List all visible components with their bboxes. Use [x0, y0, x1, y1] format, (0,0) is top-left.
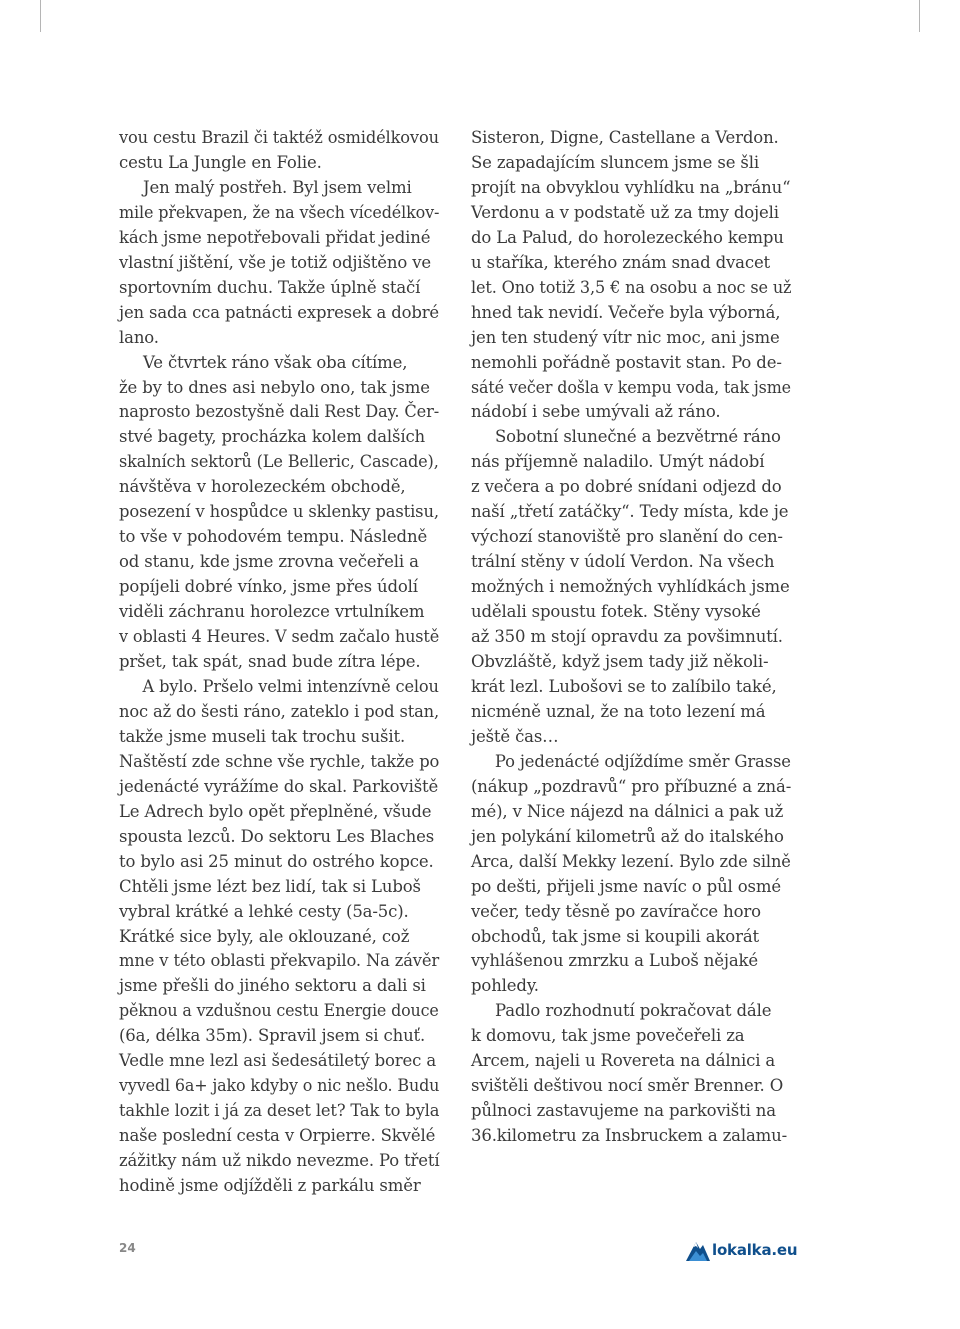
text-line: půlnoci zastavujeme na parkovišti na: [471, 1101, 776, 1121]
text-line: to vše v pohodovém tempu. Následně: [119, 527, 428, 547]
text-line: lano.: [119, 327, 159, 347]
right-text-column: [471, 126, 791, 1149]
text-line: vou cestu Brazil či taktéž osmidélkovou: [119, 128, 439, 147]
text-line: Jen malý postřeh. Byl jsem velmi: [143, 177, 412, 197]
text-line: nás příjemně naladilo. Umýt nádobí: [471, 452, 765, 472]
text-line: stvé bagety, procházka kolem dalších: [119, 427, 426, 447]
text-line: popíjeli dobré vínko, jsme přes údolí: [119, 577, 418, 597]
text-line: Krátké sice byly, ale oklouzané, což: [119, 926, 410, 946]
text-line: posezení v hospůdce u sklenky pastisu,: [119, 502, 439, 522]
text-line: udělali spoustu fotek. Stěny vysoké: [471, 602, 761, 622]
text-line: jen sada cca patnácti expresek a dobré: [119, 302, 440, 322]
text-line: Sobotní slunečné a bezvětrné ráno: [495, 427, 781, 447]
text-line: takhle lozit i já za deset let? Tak to byla: [119, 1101, 440, 1121]
text-line: nicméně uznal, že na toto lezení má: [471, 701, 766, 721]
text-line: až 350 m stojí opravdu za povšimnutí.: [471, 627, 783, 647]
text-line: kách jsme nepotřebovali přidat jediné: [119, 227, 431, 247]
text-line: od stanu, kde jsme zrovna večeřeli a: [119, 552, 419, 572]
text-line: u staříka, kterého znám snad dvacet: [471, 252, 771, 272]
text-line: Le Adrech bylo opět přeplněné, všude: [119, 801, 432, 821]
text-line: jen polykání kilometrů až do italského: [471, 826, 784, 846]
text-line: jsme přešli do jiného sektoru a dali si: [119, 976, 426, 996]
text-line: pěknou a vzdušnou cestu Energie douce: [119, 1001, 439, 1021]
text-line: skalních sektorů (Le Belleric, Cascade),: [119, 452, 439, 472]
text-line: jedenácté vyrážíme do skal. Parkoviště: [119, 776, 439, 796]
text-line: vybral krátké a lehké cesty (5a-5c).: [119, 901, 409, 921]
text-line: výchozí stanoviště pro slanění do cen-: [471, 527, 783, 547]
left-text-column: [119, 126, 439, 1199]
text-line: vlastní jištění, vše je totiž odjištěno ve: [119, 252, 432, 272]
text-line: A bylo. Pršelo velmi intenzívně celou: [142, 676, 439, 696]
text-line: noc až do šesti ráno, zateklo i pod stan,: [119, 701, 440, 721]
text-line: takže jsme museli tak trochu sušit.: [119, 726, 406, 746]
logo-text: lokalka.eu: [712, 1241, 798, 1259]
text-line: vyvedl 6a+ jako kdyby o nic nešlo. Budu: [119, 1076, 440, 1096]
text-line: viděli záchranu horolezce vrtulníkem: [119, 602, 425, 622]
text-line: jen ten studený vítr nic moc, ani jsme: [471, 327, 780, 347]
text-line: to bylo asi 25 minut do ostrého kopce.: [119, 851, 434, 871]
text-line: pohledy.: [471, 976, 539, 996]
text-line: ještě čas…: [471, 726, 559, 746]
text-line: možných i nemožných vyhlídkách jsme: [471, 577, 790, 597]
text-line: Naštěstí zde schne vše rychle, takže po: [119, 751, 440, 771]
text-line: po dešti, přijeli jsme navíc o půl osmé: [471, 876, 781, 896]
text-line: Se zapadajícím sluncem jsme se šli: [471, 152, 759, 172]
text-line: návštěva v horolezeckém obchodě,: [119, 477, 406, 497]
text-line: naší „třetí zatáčky“. Tedy místa, kde je: [471, 502, 789, 522]
text-line: trální stěny v údolí Verdon. Na všech: [471, 552, 775, 572]
text-line: naprosto bezostyšně dali Rest Day. Čer-: [119, 402, 440, 422]
text-line: Vedle mne lezl asi šedesátiletý borec a: [119, 1051, 437, 1071]
text-line: cestu La Jungle en Folie.: [119, 152, 322, 172]
text-line: nemohli pořádně postavit stan. Po de-: [471, 352, 782, 372]
text-line: že by to dnes asi nebylo ono, tak jsme: [119, 377, 430, 397]
text-line: naše poslední cesta v Orpierre. Skvělé: [119, 1126, 436, 1146]
text-line: Verdonu a v podstatě už za tmy dojeli: [471, 202, 779, 222]
text-line: zážitky nám už nikdo nevezme. Po třetí: [119, 1151, 440, 1171]
mountain-icon: [686, 1239, 710, 1261]
text-line: vyhlášenou zmrzku a Luboš nějaké: [471, 951, 759, 971]
text-line: svištěli deštivou nocí směr Brenner. O: [471, 1076, 784, 1096]
text-line: sáté večer došla v kempu voda, tak jsme: [471, 377, 791, 397]
text-line: Po jedenácté odjíždíme směr Grasse: [494, 751, 791, 771]
text-line: (6a, délka 35m). Spravil jsem si chuť.: [119, 1026, 426, 1046]
text-line: obchodů, tak jsme si koupili akorát: [471, 926, 759, 946]
text-line: Sisteron, Digne, Castellane a Verdon.: [471, 128, 779, 147]
text-line: Padlo rozhodnutí pokračovat dále: [495, 1001, 772, 1021]
text-line: mé), v Nice nájezd na dálnici a pak už: [471, 801, 784, 821]
text-line: Arca, další Mekky lezení. Bylo zde silně: [471, 851, 791, 871]
crop-mark-right: [919, 0, 920, 32]
text-line: k domovu, tak jsme povečeřeli za: [471, 1026, 745, 1046]
text-line: nádobí i sebe umývali až ráno.: [471, 402, 721, 422]
text-line: pršet, tak spát, snad bude zítra lépe.: [119, 652, 421, 672]
text-line: let. Ono totiž 3,5 € na osobu a noc se už: [471, 277, 792, 297]
text-line: (nákup „pozdravů“ pro příbuzné a zná-: [471, 776, 792, 796]
text-line: spousta lezců. Do sektoru Les Blaches: [119, 826, 435, 846]
text-line: projít na obvyklou vyhlídku na „bránu“: [471, 177, 791, 197]
text-line: sportovním duchu. Takže úplně stačí: [119, 277, 421, 297]
text-line: do La Palud, do horolezeckého kempu: [471, 227, 784, 247]
text-line: z večera a po dobré snídani odjezd do: [471, 477, 782, 497]
text-line: 36.kilometru za Insbruckem a zalamu-: [471, 1126, 788, 1146]
text-line: mile překvapen, že na všech vícedélkov-: [119, 202, 440, 222]
text-line: hodině jsme odjížděli z parkálu směr: [119, 1176, 421, 1196]
text-line: Ve čtvrtek ráno však oba cítíme,: [143, 352, 408, 372]
text-line: Obvzláště, když jsem tady již několi-: [471, 652, 769, 672]
text-line: krát lezl. Lubošovi se to zalíbilo také,: [471, 676, 777, 696]
text-line: v oblasti 4 Heures. V sedm začalo hustě: [119, 627, 440, 647]
page-number: 24: [119, 1241, 136, 1255]
footer-logo: [686, 1238, 797, 1262]
text-line: večer, tedy těsně po zavíračce horo: [471, 901, 761, 921]
text-line: hned tak nevidí. Večeře byla výborná,: [471, 302, 781, 322]
crop-mark-left: [40, 0, 41, 32]
text-line: Chtěli jsme lézt bez lidí, tak si Luboš: [119, 876, 421, 896]
text-line: mne v této oblasti překvapilo. Na závěr: [119, 951, 440, 971]
text-line: Arcem, najeli u Rovereta na dálnici a: [471, 1051, 776, 1071]
